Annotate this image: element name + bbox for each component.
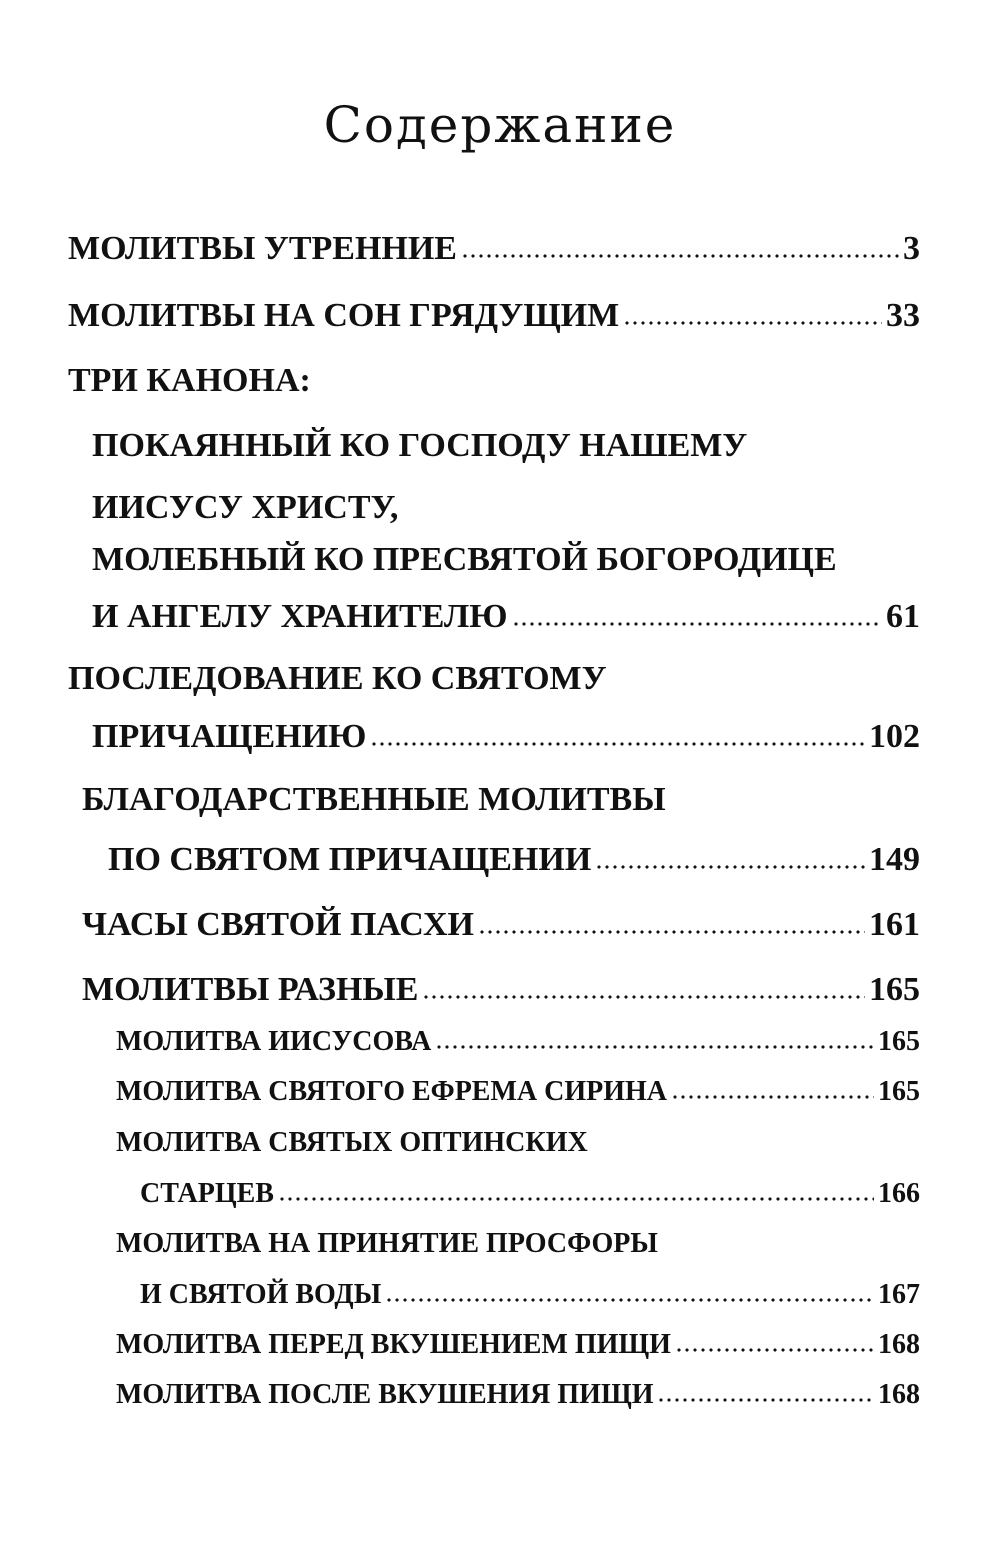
toc-entry-prosphora-prayer-cont[interactable] <box>140 1275 920 1315</box>
toc-page-number: 161 <box>869 906 920 943</box>
toc-entry-three-canons[interactable] <box>68 358 920 404</box>
dot-leader <box>657 1397 874 1403</box>
toc-entry-label: ПРИЧАЩЕНИЮ <box>92 718 367 755</box>
toc-entry-label: ПОКАЯННЫЙ КО ГОСПОДУ НАШЕМУ <box>92 427 748 464</box>
toc-entry-optina-elders-cont[interactable] <box>140 1174 920 1214</box>
dot-leader <box>370 741 865 747</box>
dot-leader <box>422 994 865 1000</box>
toc-page-number: 165 <box>878 1026 920 1057</box>
toc-page-number: 61 <box>886 598 920 635</box>
toc-entry-jesus-prayer[interactable] <box>116 1022 920 1062</box>
toc-page-number: 102 <box>869 718 920 755</box>
page-title: Содержание <box>323 96 677 154</box>
dot-leader <box>675 1347 874 1353</box>
dot-leader <box>278 1196 874 1202</box>
toc-entry-label: ИИСУСУ ХРИСТУ, <box>92 489 399 526</box>
toc-entry-label: ТРИ КАНОНА: <box>68 362 311 399</box>
toc-entry-label: ЧАСЫ СВЯТОЙ ПАСХИ <box>82 906 474 943</box>
toc-entry-label: МОЛИТВЫ УТРЕННИЕ <box>68 230 457 267</box>
dot-leader <box>461 253 899 259</box>
toc-entry-label: И СВЯТОЙ ВОДЫ <box>140 1279 382 1310</box>
dot-leader <box>435 1044 874 1050</box>
toc-entry-morning-prayers[interactable] <box>68 226 920 272</box>
toc-page-number: 168 <box>878 1329 920 1360</box>
toc-entry-evening-prayers[interactable] <box>68 293 920 339</box>
toc-page-number: 149 <box>869 841 920 878</box>
toc-entry-label: МОЛИТВА ПОСЛЕ ВКУШЕНИЯ ПИЩИ <box>116 1379 654 1410</box>
toc-page-number: 165 <box>878 1076 920 1107</box>
toc-page-number: 168 <box>878 1379 920 1410</box>
toc-entry-various-prayers[interactable] <box>82 967 920 1013</box>
toc-page-number: 3 <box>903 230 920 267</box>
toc-entry-thanksgiving-prayers-cont[interactable] <box>108 837 920 883</box>
toc-page-number: 166 <box>878 1178 920 1209</box>
dot-leader <box>595 864 865 870</box>
toc-entry-penitential-canon-cont[interactable] <box>92 485 920 531</box>
toc-entry-label: СТАРЦЕВ <box>140 1178 274 1209</box>
toc-entry-ephrem-prayer[interactable] <box>116 1072 920 1112</box>
toc-entry-label: ПО СВЯТОМ ПРИЧАЩЕНИИ <box>108 841 592 878</box>
toc-entry-thanksgiving-prayers[interactable] <box>82 777 920 823</box>
dot-leader <box>671 1094 874 1100</box>
toc-entry-label: МОЛЕБНЫЙ КО ПРЕСВЯТОЙ БОГОРОДИЦЕ <box>92 541 837 578</box>
dot-leader <box>385 1297 874 1303</box>
toc-page-number: 33 <box>886 297 920 334</box>
toc-entry-prayer-before-meal[interactable] <box>116 1325 920 1365</box>
toc-entry-label: МОЛИТВА ИИСУСОВА <box>116 1026 432 1057</box>
toc-entry-prosphora-prayer[interactable] <box>116 1224 920 1264</box>
toc-page-number: 165 <box>869 971 920 1008</box>
toc-entry-label: МОЛИТВА СВЯТЫХ ОПТИНСКИХ <box>116 1127 588 1158</box>
toc-entry-communion-rule[interactable] <box>68 656 920 702</box>
toc-entry-label: БЛАГОДАРСТВЕННЫЕ МОЛИТВЫ <box>82 781 666 818</box>
toc-entry-label: МОЛИТВА НА ПРИНЯТИЕ ПРОСФОРЫ <box>116 1228 658 1259</box>
toc-entry-communion-rule-cont[interactable] <box>92 714 920 760</box>
toc-entry-prayer-after-meal[interactable] <box>116 1375 920 1415</box>
dot-leader <box>512 621 882 627</box>
toc-entry-paschal-hours[interactable] <box>82 902 920 948</box>
toc-entry-label: ПОСЛЕДОВАНИЕ КО СВЯТОМУ <box>68 660 607 697</box>
toc-entry-label: МОЛИТВЫ НА СОН ГРЯДУЩИМ <box>68 297 620 334</box>
toc-entry-label: МОЛИТВЫ РАЗНЫЕ <box>82 971 419 1008</box>
toc-entry-label: МОЛИТВА СВЯТОГО ЕФРЕМА СИРИНА <box>116 1076 668 1107</box>
toc-entry-optina-elders[interactable] <box>116 1123 920 1163</box>
toc-entry-guardian-angel[interactable] <box>92 594 920 640</box>
toc-entry-penitential-canon[interactable] <box>92 423 920 469</box>
toc-entry-label: МОЛИТВА ПЕРЕД ВКУШЕНИЕМ ПИЩИ <box>116 1329 671 1360</box>
toc-entry-label: И АНГЕЛУ ХРАНИТЕЛЮ <box>92 598 508 635</box>
dot-leader <box>478 929 865 935</box>
toc-entry-supplicatory-canon[interactable] <box>92 537 920 583</box>
dot-leader <box>623 320 882 326</box>
toc-page-number: 167 <box>878 1279 920 1310</box>
